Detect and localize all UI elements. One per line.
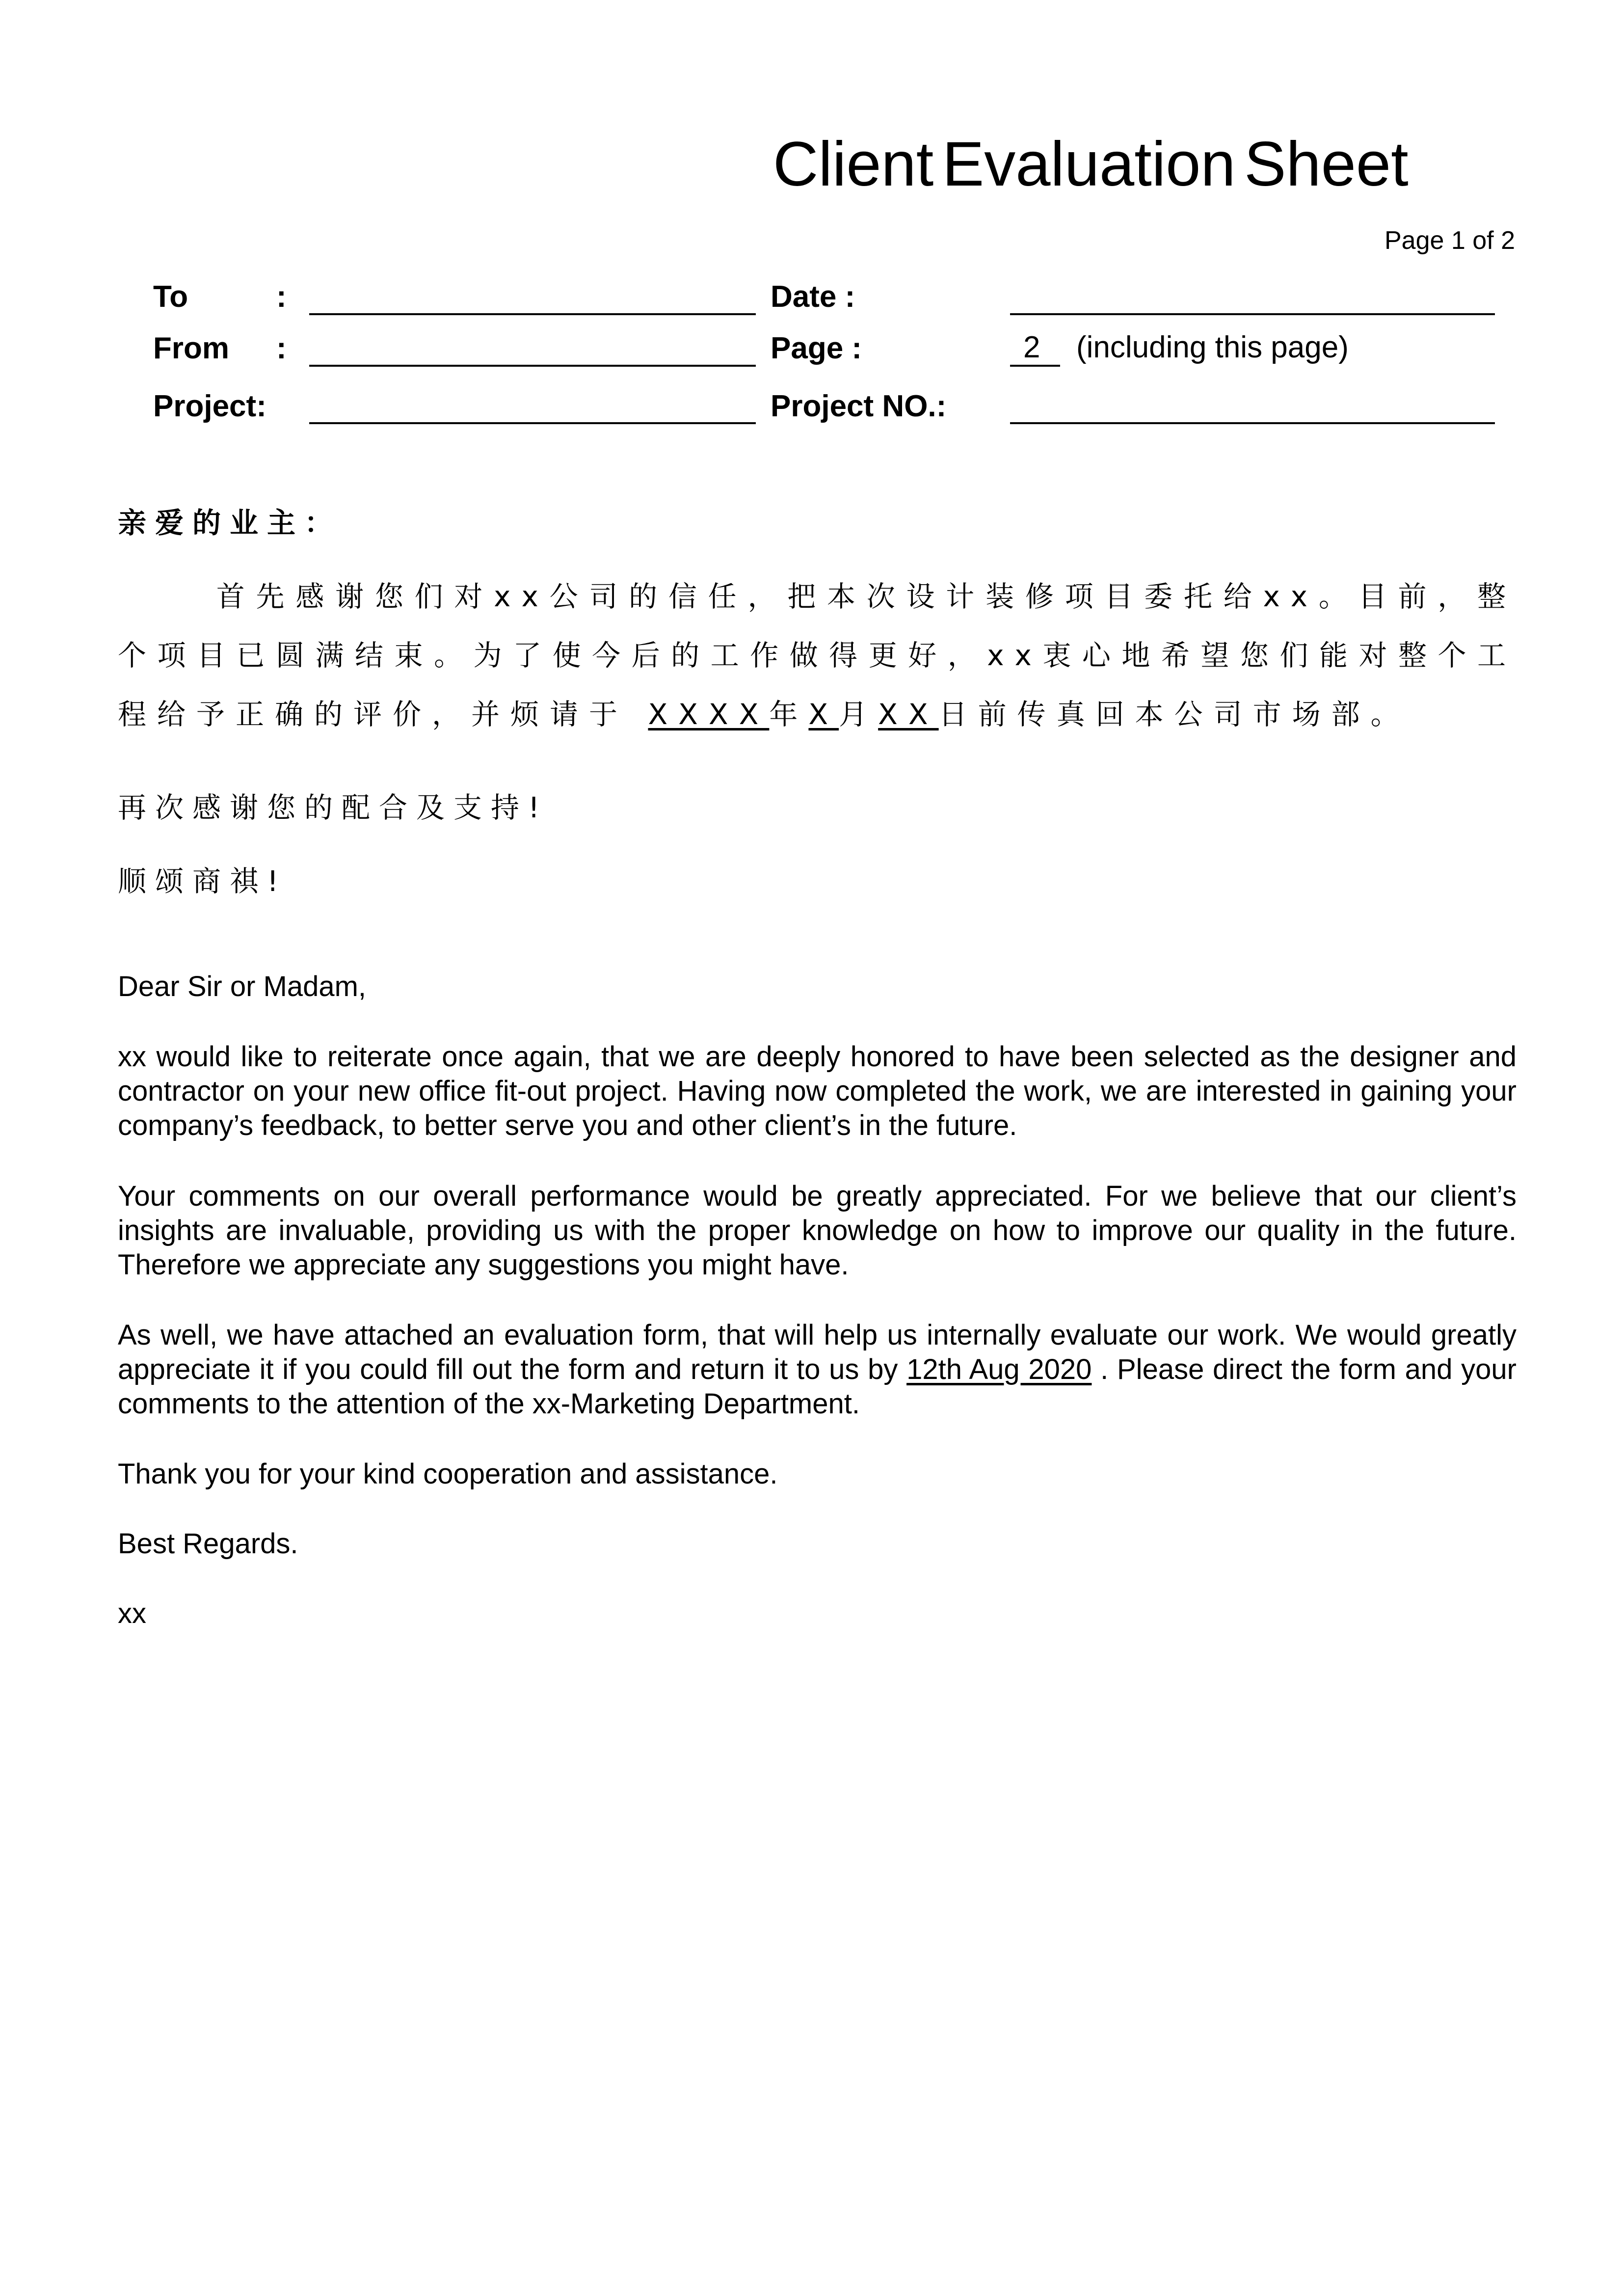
from-field-line[interactable] <box>309 365 756 367</box>
english-paragraph-1: xx would like to reiterate once again, that we are deeply honored to have been selected as the designer and contractor on your new office fit-out project. Having now completed the work, we are interested in gaining your company’s feedback, to better serve you and other client’s in the future. <box>118 1041 1517 1141</box>
reply-year-char: 年 <box>769 698 809 731</box>
page-indicator: Page 1 of 2 <box>1384 226 1515 255</box>
chinese-body-text-end: 日前传真回本公司市场部。 <box>938 698 1410 731</box>
project-field-line[interactable] <box>309 422 756 424</box>
project-no-label: Project NO.: <box>771 389 947 423</box>
english-signature: xx <box>118 1597 146 1629</box>
english-salutation: Dear Sir or Madam, <box>118 971 367 1002</box>
english-paragraph-3-text: As well, we have attached an evaluation form, that will help us internally evaluate our work. We would greatly appreciate it if you could fill out the form and return it to us by <box>118 1319 1517 1385</box>
from-colon: : <box>276 331 287 365</box>
page-count-line[interactable] <box>1010 365 1060 367</box>
project-label: Project: <box>153 389 266 423</box>
reply-day-blank: XX <box>878 698 939 731</box>
english-closing: Best Regards. <box>118 1528 298 1560</box>
chinese-body-text: 首先感谢您们对xx公司的信任，把本次设计装修项目委托给xx。目前，整个项目已圆满结束。为了使今后的工作做得更好，xx衷心地希望您们能对整个工程给予正确的评价，并烦请于 <box>118 580 1517 731</box>
english-paragraph-4: Thank you for your kind cooperation and assistance. <box>118 1458 778 1490</box>
page-count-note: (including this page) <box>1076 330 1349 364</box>
english-paragraph-3-text-end: . Please direct the form and your comments to the attention of the xx-Marketing Department. <box>118 1353 1517 1420</box>
chinese-closing: 顺颂商祺! <box>118 864 288 898</box>
return-deadline-date: 12th Aug 2020 <box>906 1353 1092 1385</box>
chinese-salutation: 亲爱的业主： <box>118 506 342 540</box>
document-title: Client Evaluation Sheet <box>773 129 1409 199</box>
page-count-value: 2 <box>1023 330 1040 364</box>
date-label: Date : <box>771 280 855 314</box>
to-label: To <box>153 280 188 314</box>
date-field-line[interactable] <box>1010 313 1495 315</box>
chinese-body-paragraph <box>118 567 1517 744</box>
reply-year-blank: XXXX <box>648 698 770 731</box>
to-colon: : <box>276 280 287 314</box>
reply-month-char: 月 <box>839 698 879 731</box>
to-field-line[interactable] <box>309 313 756 315</box>
chinese-thanks: 再次感谢您的配合及支持! <box>118 791 549 824</box>
project-no-field-line[interactable] <box>1010 422 1495 424</box>
from-label: From <box>153 331 229 365</box>
english-paragraph-3 <box>118 1318 1517 1421</box>
page-label: Page : <box>771 331 862 365</box>
english-paragraph-2: Your comments on our overall performance would be greatly appreciated. For we believe that our client’s insights are invaluable, providing us with the proper knowledge on how to improve our quality in the future. Therefore we appreciate any suggestions you might have. <box>118 1180 1517 1281</box>
reply-month-blank: X <box>808 698 839 731</box>
